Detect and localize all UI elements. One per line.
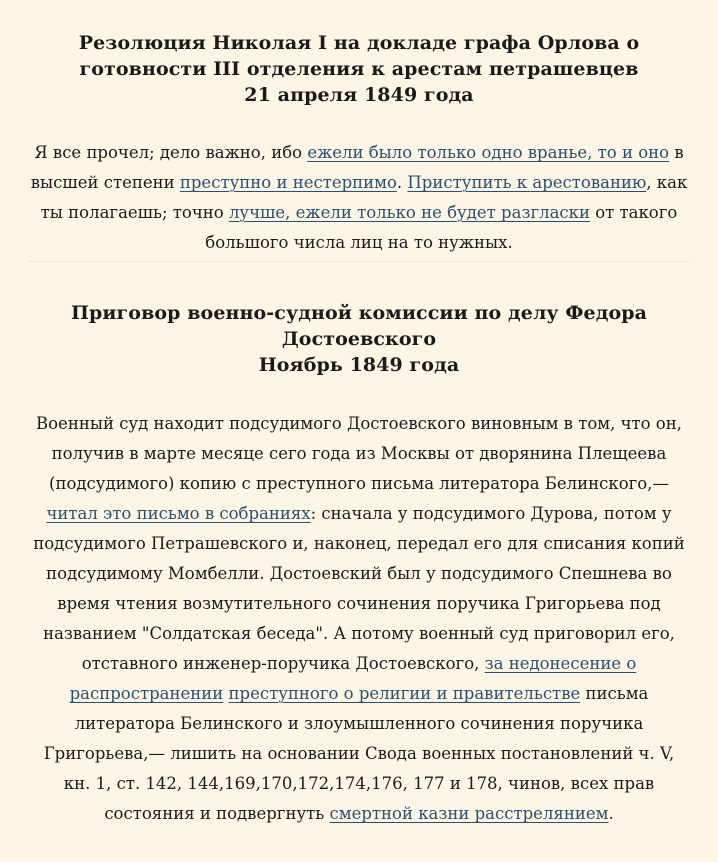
verdict-text-part-1: Военный суд находит подсудимого Достоевского виновным в том, что он, получив в марте месяце сего года из Москвы от дворянина Плещеева (подсудимого) копию с преступного письма литератора Белинского,— (36, 414, 682, 493)
resolution-text-part-3: . (396, 173, 408, 192)
link-only-lies[interactable]: ежели было только одно вранье, то и оно (307, 143, 670, 162)
verdict-title-line-3: Ноябрь 1849 года (258, 354, 460, 376)
verdict-text (28, 409, 690, 829)
resolution-text-part-2: в высшей степени (30, 143, 684, 192)
verdict-title (28, 262, 690, 378)
resolution-title-line-1: Резолюция Николая I на докладе графа Орлова о (78, 32, 640, 54)
verdict-section (28, 262, 690, 829)
resolution-text-part-1: Я все прочел; дело важно, ибо (34, 143, 308, 162)
link-death-penalty[interactable]: смертной казни расстрелянием (329, 804, 609, 823)
resolution-title-line-2: готовности III отделения к арестам петрашевцев (79, 58, 639, 80)
verdict-text-part-2: : сначала у подсудимого Дурова, потом у подсудимого Петрашевского и, наконец, передал его для списания копий подсудимому Момбелли. Достоевский был у подсудимого Спешнева во время чтения возмутительного сочинения поручика Григорьева под названием "Солдатская беседа". А потому военный суд приговорил его, отставного инженер-поручика Достоевского, (33, 504, 685, 673)
verdict-text-part-5: . (608, 804, 614, 823)
resolution-title-line-3: 21 апреля 1849 года (244, 84, 474, 106)
resolution-title (28, 0, 690, 108)
resolution-text-part-5: от такого большого числа лиц на то нужных. (205, 203, 678, 252)
resolution-text (28, 138, 690, 258)
link-non-reporting[interactable]: за недонесение о распространении (69, 654, 637, 703)
link-criminal-religion[interactable]: преступного о религии и правительстве (228, 684, 581, 703)
link-proceed-arrest[interactable]: Приступить к арестованию (407, 173, 647, 192)
link-read-letter[interactable]: читал это письмо в собраниях (46, 504, 311, 523)
resolution-text-part-4: , как ты полагаешь; точно (40, 173, 688, 222)
verdict-text-part-4: письма литератора Белинского и злоумышленного сочинения поручика Григорьева,— лишить на основании Свода военных постановлений ч. V, кн. 1, ст. 142, 144,169,170,172,174,176, 177 и 178, чинов, всех прав состояния и подвергнуть (43, 684, 675, 823)
resolution-section (28, 0, 690, 258)
link-no-publicity[interactable]: лучше, ежели только не будет разгласки (228, 203, 590, 222)
link-criminal-intolerable[interactable]: преступно и нестерпимо (179, 173, 397, 192)
verdict-title-line-2: Достоевского (281, 328, 437, 350)
verdict-title-line-1: Приговор военно-судной комиссии по делу Федора (70, 302, 648, 324)
